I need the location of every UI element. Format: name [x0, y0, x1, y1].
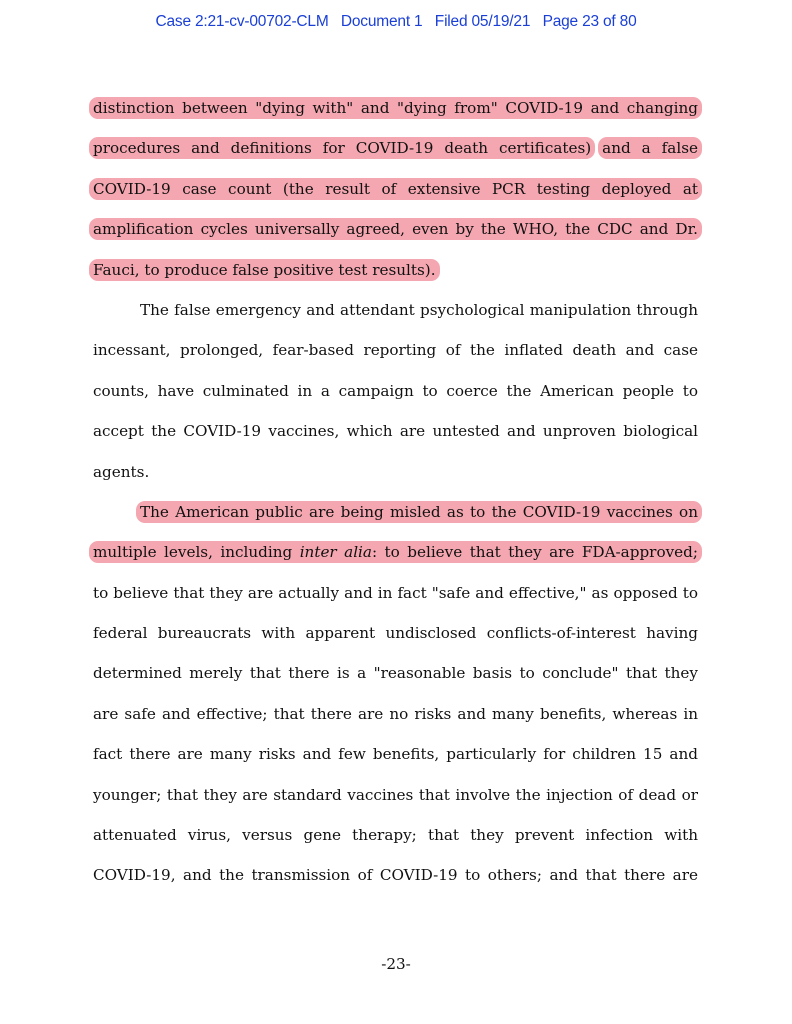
text-line: [93, 694, 698, 734]
header-page-count: Page 23 of 80: [542, 13, 637, 30]
text-line: [93, 330, 698, 370]
text-segment: federal bureaucrats with apparent undisclosed conflicts-of-interest having: [93, 624, 698, 643]
text-segment: accept the COVID-19 vaccines, which are untested and unproven biological: [93, 422, 698, 441]
text-line: [93, 371, 698, 411]
text-line: [93, 653, 698, 693]
text-line: [93, 573, 698, 613]
highlighted-text: procedures and definitions for COVID-19 death certificates): [89, 137, 595, 159]
highlighted-text: distinction between "dying with" and "dying from" COVID-19 and changing: [89, 97, 702, 119]
highlighted-text: The American public are being misled as to the COVID-19 vaccines on: [136, 501, 702, 523]
text-line: [93, 613, 698, 653]
text-segment: to believe that they are actually and in fact "safe and effective," as opposed to: [93, 583, 698, 602]
text-segment: agents.: [93, 462, 150, 481]
highlighted-text: Fauci, to produce false positive test results).: [89, 259, 440, 281]
text-segment: counts, have culminated in a campaign to coerce the American people to: [93, 381, 698, 400]
header-document: Document 1: [340, 13, 423, 30]
text-line: [93, 855, 698, 895]
text-segment: : to believe that they are FDA-approved;: [371, 543, 698, 562]
text-line: [93, 775, 698, 815]
text-segment: are safe and effective; that there are no risks and many benefits, whereas in: [93, 704, 698, 723]
text-line: [93, 290, 698, 330]
header-case-number: Case 2:21-cv-00702-CLM: [155, 13, 329, 30]
text-segment: determined merely that there is a "reasonable basis to conclude" that they: [93, 664, 698, 683]
header-filed-date: Filed 05/19/21: [434, 13, 531, 30]
page-number: -23-: [381, 955, 411, 973]
highlighted-text: and a false: [598, 137, 702, 159]
text-line: [93, 452, 698, 492]
highlighted-text: COVID-19 case count (the result of extensive PCR testing deployed at: [89, 178, 702, 200]
case-header: [0, 13, 792, 31]
text-line: [93, 815, 698, 855]
document-body: [93, 88, 698, 896]
text-segment: fact there are many risks and few benefits, particularly for children 15 and: [93, 745, 698, 764]
text-line: [93, 411, 698, 451]
text-line: [93, 88, 698, 128]
text-segment: multiple levels, including: [93, 543, 300, 562]
text-segment: The false emergency and attendant psychological manipulation through: [140, 300, 698, 319]
text-line: [93, 250, 698, 290]
text-line: [93, 209, 698, 249]
italic-text: inter alia: [299, 543, 372, 562]
text-line: [93, 532, 698, 572]
highlighted-text: amplification cycles universally agreed, even by the WHO, the CDC and Dr.: [89, 218, 702, 240]
text-segment: attenuated virus, versus gene therapy; that they prevent infection with: [93, 826, 698, 845]
text-segment: COVID-19, and the transmission of COVID-19 to others; and that there are: [93, 866, 698, 885]
text-line: [93, 169, 698, 209]
text-line: [93, 492, 698, 532]
highlighted-text: [89, 541, 702, 563]
text-line: [93, 128, 698, 168]
text-segment: incessant, prolonged, fear-based reporting of the inflated death and case: [93, 341, 698, 360]
text-segment: younger; that they are standard vaccines that involve the injection of dead or: [93, 785, 698, 804]
text-line: [93, 734, 698, 774]
